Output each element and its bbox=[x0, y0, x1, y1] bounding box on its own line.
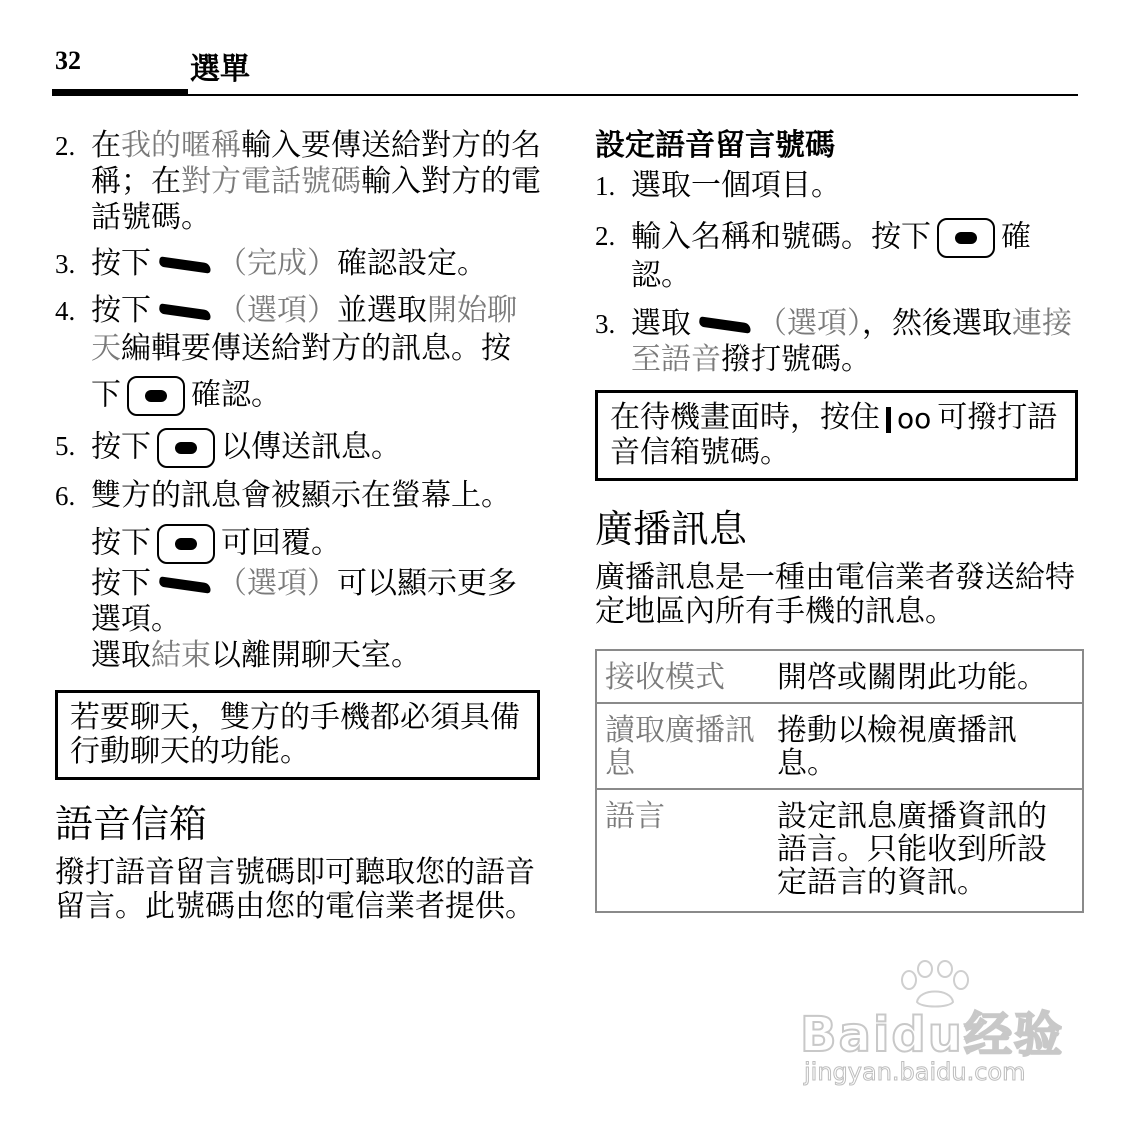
step-text: 按下 bbox=[91, 429, 151, 465]
center-key-icon bbox=[127, 376, 185, 416]
note-text: 在待機畫面時，按住 bbox=[610, 400, 880, 435]
step-number: 5. bbox=[55, 431, 76, 461]
subheading-voicemail-number: 設定語音留言號碼 bbox=[595, 128, 835, 163]
step-text: 在 bbox=[91, 128, 121, 163]
step-text: 按下 bbox=[91, 525, 151, 561]
step-text: 撥打號碼。 bbox=[721, 342, 871, 377]
watermark-url: jingyan.baidu.com bbox=[804, 1058, 1026, 1086]
section-heading-broadcast: 廣播訊息 bbox=[595, 506, 748, 551]
watermark-brand: Baidu经验 bbox=[800, 1007, 1064, 1063]
softkey-icon bbox=[159, 256, 212, 273]
option-description: 捲動以檢視廣播訊息。 bbox=[769, 703, 1083, 789]
step-text: 下 bbox=[91, 377, 121, 413]
option-label: 讀取廣播訊息 bbox=[596, 703, 769, 789]
softkey-label: （選項） bbox=[757, 306, 862, 341]
step-text: 選取一個項目。 bbox=[631, 168, 841, 203]
menu-term: 開始聊天 bbox=[91, 293, 517, 366]
broadcast-description: 廣播訊息是一種由電信業者發送給特定地區內所有手機的訊息。 bbox=[595, 559, 1075, 629]
step-text: 確認設定。 bbox=[337, 246, 487, 281]
sub-step-exit bbox=[55, 638, 545, 674]
step-text: 輸入要傳送給對方的名稱；在 bbox=[91, 128, 541, 199]
menu-term: 對方電話號碼 bbox=[181, 164, 361, 199]
step-text: 可回覆。 bbox=[221, 525, 341, 561]
menu-term: 結束 bbox=[151, 638, 211, 673]
softkey-label: （完成） bbox=[217, 246, 337, 281]
sub-step-reply bbox=[55, 524, 545, 564]
softkey-label: （選項） bbox=[217, 293, 337, 328]
step-text: 確認。 bbox=[631, 219, 1031, 293]
menu-term: 我的暱稱 bbox=[121, 128, 241, 163]
voicemail-key-glyph: oo bbox=[897, 401, 932, 435]
broadcast-options-table bbox=[595, 649, 1084, 913]
step-text: 以離開聊天室。 bbox=[211, 638, 421, 673]
step-text: 選取 bbox=[631, 306, 691, 341]
option-label: 接收模式 bbox=[596, 650, 769, 703]
left-column bbox=[55, 128, 545, 924]
baidu-watermark bbox=[800, 960, 1070, 1090]
option-description: 開啓或關閉此功能。 bbox=[769, 650, 1083, 703]
voicemail-description: 撥打語音留言號碼即可聽取您的語音留言。此號碼由您的電信業者提供。 bbox=[55, 855, 535, 924]
step-number: 1. bbox=[595, 171, 616, 201]
voicemail-key-icon bbox=[886, 402, 931, 436]
step-3 bbox=[55, 246, 545, 282]
step-2 bbox=[595, 218, 1085, 294]
step-number: 4. bbox=[55, 296, 76, 326]
table-row bbox=[596, 650, 1083, 703]
step-text: 雙方的訊息會被顯示在螢幕上。 bbox=[91, 478, 511, 513]
menu-term: 連接至語音 bbox=[631, 306, 1072, 377]
step-number: 2. bbox=[55, 131, 76, 161]
softkey-icon bbox=[159, 576, 212, 593]
step-text: 可以顯示更多選項。 bbox=[91, 566, 517, 637]
step-text: 按下 bbox=[91, 246, 151, 281]
softkey-icon bbox=[159, 303, 212, 320]
step-2 bbox=[55, 128, 545, 236]
center-key-icon bbox=[157, 524, 215, 564]
section-heading-voicemail: 語音信箱 bbox=[55, 802, 208, 846]
step-text: 選取 bbox=[91, 638, 151, 673]
note-box bbox=[55, 690, 540, 780]
center-key-icon bbox=[937, 218, 995, 258]
softkey-label: （選項） bbox=[217, 566, 337, 601]
option-label: 語言 bbox=[596, 789, 769, 912]
step-number: 3. bbox=[55, 249, 76, 279]
table-row bbox=[596, 703, 1083, 789]
step-6 bbox=[55, 478, 545, 514]
sub-step-options bbox=[55, 566, 545, 638]
step-number: 2. bbox=[595, 221, 616, 251]
step-text: ，然後選取 bbox=[862, 306, 1012, 341]
chapter-title: 選單 bbox=[190, 52, 250, 87]
step-text: 輸入名稱和號碼。按下 bbox=[631, 219, 931, 255]
note-text: 若要聊天，雙方的手機都必須具備行動聊天的功能。 bbox=[70, 700, 520, 769]
page-number: 32 bbox=[55, 46, 81, 75]
header-rule bbox=[52, 94, 1078, 96]
step-text: 編輯要傳送給對方的訊息。按 bbox=[121, 331, 511, 366]
table-row bbox=[596, 789, 1083, 912]
step-text: 並選取 bbox=[337, 293, 427, 328]
step-3 bbox=[595, 306, 1085, 378]
right-column bbox=[595, 128, 1085, 913]
voicemail-note-box bbox=[595, 390, 1078, 481]
step-text: 輸入對方的電話號碼。 bbox=[91, 164, 541, 235]
step-text: 以傳送訊息。 bbox=[221, 429, 401, 465]
step-text: 確認。 bbox=[191, 377, 281, 413]
step-text: 按下 bbox=[91, 566, 151, 601]
step-5 bbox=[55, 428, 545, 468]
step-number: 6. bbox=[55, 481, 76, 511]
step-number: 3. bbox=[595, 309, 616, 339]
center-key-icon bbox=[157, 428, 215, 468]
step-text: 按下 bbox=[91, 293, 151, 328]
note-text: 可撥打語音信箱號碼。 bbox=[610, 400, 1058, 470]
softkey-icon bbox=[699, 316, 752, 333]
option-description: 設定訊息廣播資訊的語言。只能收到所設定語言的資訊。 bbox=[769, 789, 1083, 912]
step-1 bbox=[595, 168, 1085, 204]
step-4 bbox=[55, 292, 545, 416]
